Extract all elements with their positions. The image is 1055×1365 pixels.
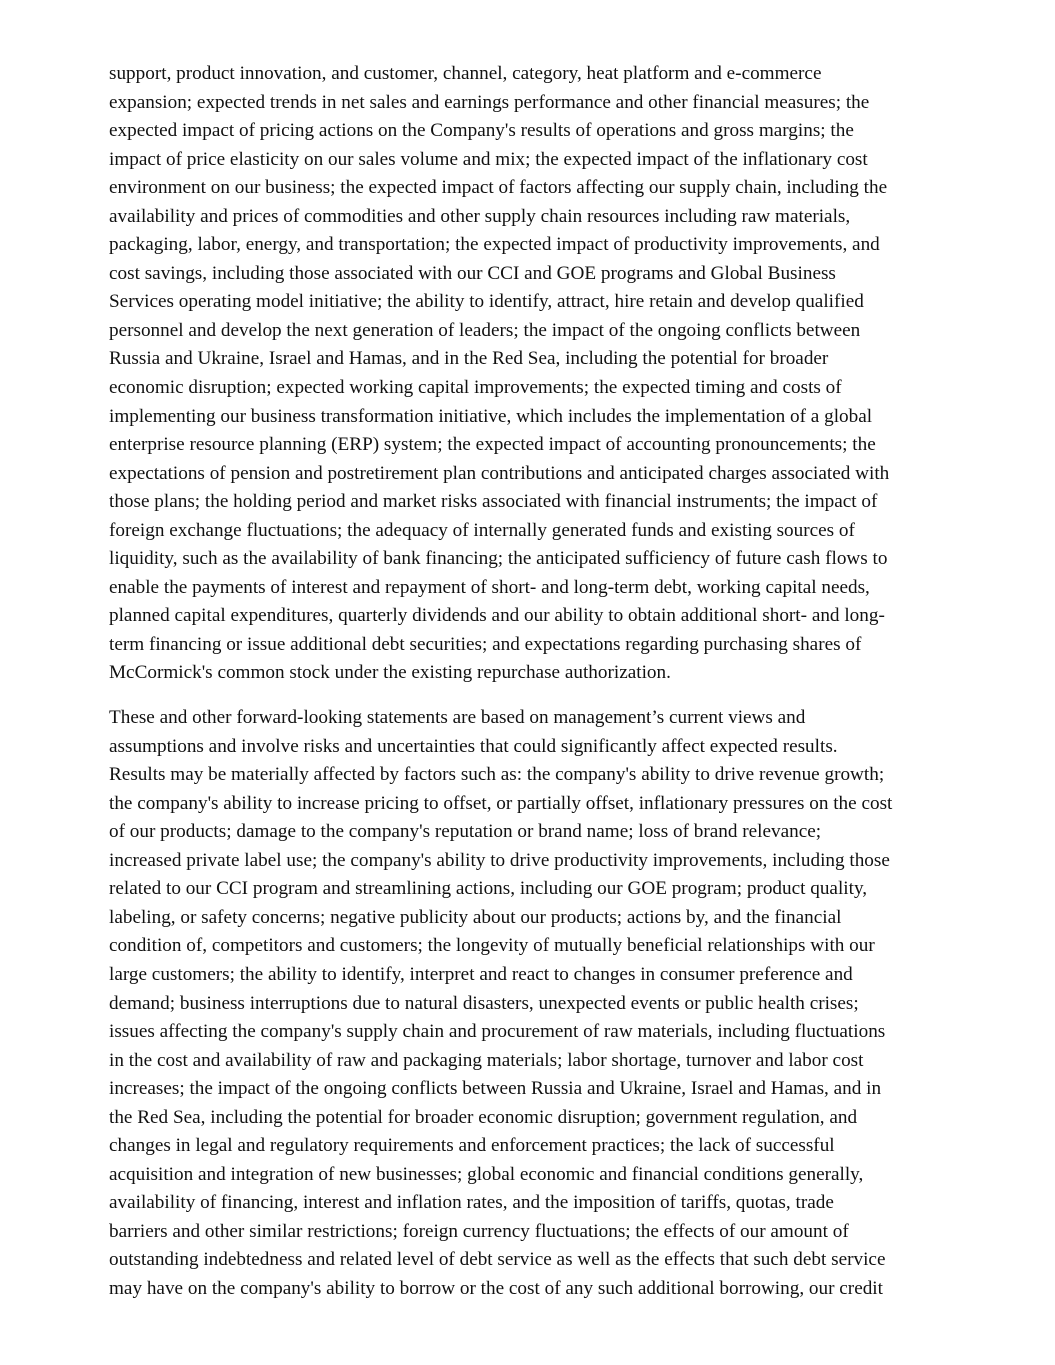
- text-line: McCormick's common stock under the existing repurchase authorization.: [109, 662, 671, 684]
- text-line: expansion; expected trends in net sales and earnings performance and other financial measures; the: [109, 91, 870, 113]
- text-line: demand; business interruptions due to natural disasters, unexpected events or public health crises;: [109, 992, 859, 1014]
- text-line: Russia and Ukraine, Israel and Hamas, and in the Red Sea, including the potential for broader: [109, 348, 829, 370]
- text-line: may have on the company's ability to borrow or the cost of any such additional borrowing, our credit: [109, 1277, 883, 1299]
- text-line: labeling, or safety concerns; negative publicity about our products; actions by, and the financial: [109, 906, 842, 928]
- text-line: expected impact of pricing actions on the Company's results of operations and gross margins; the: [109, 120, 854, 142]
- text-line: enterprise resource planning (ERP) system; the expected impact of accounting pronouncements; the: [109, 434, 876, 456]
- text-line: acquisition and integration of new businesses; global economic and financial conditions generally,: [109, 1163, 864, 1185]
- text-line: increased private label use; the company's ability to drive productivity improvements, including those: [109, 849, 890, 871]
- text-line: assumptions and involve risks and uncertainties that could significantly affect expected results.: [109, 735, 838, 757]
- text-line: large customers; the ability to identify, interpret and react to changes in consumer preference and: [109, 963, 853, 985]
- text-line: These and other forward-looking statements are based on management’s current views and: [109, 707, 806, 729]
- text-line: those plans; the holding period and market risks associated with financial instruments; the impact of: [109, 491, 878, 513]
- document-page: [109, 60, 959, 1304]
- text-line: increases; the impact of the ongoing conflicts between Russia and Ukraine, Israel and Hamas, and in: [109, 1078, 882, 1100]
- text-line: of our products; damage to the company's reputation or brand name; loss of brand relevance;: [109, 821, 822, 843]
- text-line: cost savings, including those associated with our CCI and GOE programs and Global Business: [109, 262, 836, 284]
- text-line: availability of financing, interest and inflation rates, and the imposition of tariffs, quotas, trade: [109, 1192, 834, 1214]
- text-line: expectations of pension and postretirement plan contributions and anticipated charges associated with: [109, 462, 890, 484]
- text-line: in the cost and availability of raw and packaging materials; labor shortage, turnover and labor cost: [109, 1049, 864, 1071]
- text-line: Results may be materially affected by factors such as: the company's ability to drive revenue growth;: [109, 764, 885, 786]
- text-line: liquidity, such as the availability of bank financing; the anticipated sufficiency of future cash flows to: [109, 548, 888, 570]
- text-line: economic disruption; expected working capital improvements; the expected timing and costs of: [109, 377, 842, 399]
- paragraph-risk-factors: [109, 704, 959, 1303]
- text-line: condition of, competitors and customers; the longevity of mutually beneficial relationships with our: [109, 935, 875, 957]
- text-line: term financing or issue additional debt securities; and expectations regarding purchasing shares of: [109, 633, 862, 655]
- text-line: the Red Sea, including the potential for broader economic disruption; government regulation, and: [109, 1106, 858, 1128]
- text-line: support, product innovation, and customer, channel, category, heat platform and e-commerce: [109, 63, 822, 84]
- text-line: issues affecting the company's supply chain and procurement of raw materials, including fluctuations: [109, 1021, 886, 1043]
- text-line: the company's ability to increase pricing to offset, or partially offset, inflationary pressures on the cost: [109, 792, 893, 814]
- text-line: impact of price elasticity on our sales volume and mix; the expected impact of the inflationary cost: [109, 148, 868, 170]
- text-line: Services operating model initiative; the ability to identify, attract, hire retain and develop qualified: [109, 291, 864, 313]
- text-line: environment on our business; the expected impact of factors affecting our supply chain, including the: [109, 177, 888, 199]
- text-line: barriers and other similar restrictions; foreign currency fluctuations; the effects of our amount of: [109, 1220, 849, 1242]
- text-line: personnel and develop the next generation of leaders; the impact of the ongoing conflicts between: [109, 319, 861, 341]
- text-line: outstanding indebtedness and related level of debt service as well as the effects that such debt service: [109, 1249, 886, 1271]
- text-line: implementing our business transformation initiative, which includes the implementation of a global: [109, 405, 873, 427]
- text-line: packaging, labor, energy, and transportation; the expected impact of productivity improvements, and: [109, 234, 880, 256]
- text-line: related to our CCI program and streamlining actions, including our GOE program; product quality,: [109, 878, 868, 900]
- paragraph-forward-looking-topics: [109, 60, 959, 688]
- text-line: foreign exchange fluctuations; the adequacy of internally generated funds and existing sources of: [109, 519, 855, 541]
- text-line: planned capital expenditures, quarterly dividends and our ability to obtain additional short- and long-: [109, 605, 885, 627]
- text-line: enable the payments of interest and repayment of short- and long-term debt, working capital needs,: [109, 576, 870, 598]
- text-line: changes in legal and regulatory requirements and enforcement practices; the lack of successful: [109, 1135, 835, 1157]
- paragraph-spacer: [109, 688, 959, 704]
- text-line: availability and prices of commodities and other supply chain resources including raw materials,: [109, 205, 851, 227]
